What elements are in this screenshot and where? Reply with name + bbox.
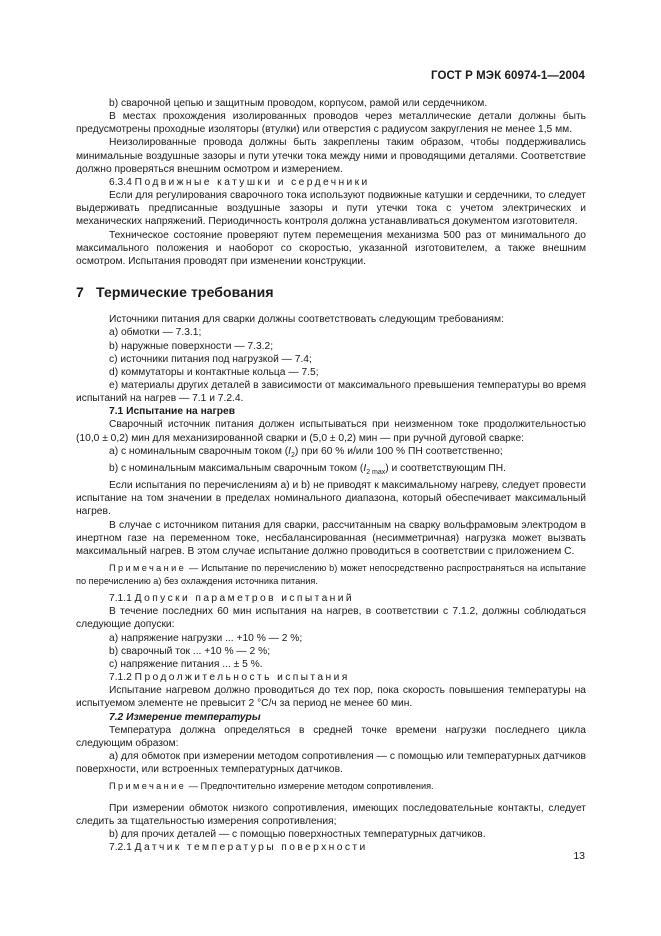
section-heading-7: [76, 286, 586, 299]
list-item: е) материалы других деталей в зависимости от максимального превышения температуры во время испытаний на нагрев — 7.1 и 7.2.4.: [76, 379, 586, 405]
subsection-heading-7-2: 7.2 Измерение температуры: [109, 711, 261, 723]
section-title: Датчик температуры поверхности: [134, 842, 368, 854]
current-symbol: I: [363, 462, 367, 474]
current-subscript: 2 max: [366, 469, 386, 476]
note: [76, 780, 586, 793]
section-number: 6.3.4: [109, 176, 132, 188]
note-label: Примечание: [109, 563, 187, 574]
document-header: ГОСТ Р МЭК 60974-1—2004: [431, 70, 585, 82]
list-item-text: b) с номинальным максимальным сварочным током (: [109, 462, 364, 474]
subsection-heading-7-1: 7.1 Испытание на нагрев: [109, 406, 236, 418]
subsection-heading-7-1-1: [76, 592, 586, 605]
section-number: 7.1.1: [109, 593, 132, 605]
list-item: а) напряжение нагрузки ... +10 % — 2 %;: [109, 632, 303, 644]
section-number: 7: [76, 284, 84, 301]
current-symbol: I: [288, 445, 292, 457]
page-number: 13: [573, 850, 585, 862]
subsection-heading-6-3-4: [76, 176, 586, 189]
paragraph: Если для регулирования сварочного тока используют подвижные катушки и сердечники, то следует выдерживать предписанные воздушные зазоры и пути утечки тока с учетом электрических и механических напряжений. Периодичность контроля должна устанавливаться документом изготовителя.: [76, 190, 586, 228]
list-item: b) наружные поверхности — 7.3.2;: [109, 340, 274, 352]
list-item: с) напряжение питания ... ± 5 %.: [109, 658, 263, 670]
paragraph: При измерении обмоток низкого сопротивления, имеющих последовательные контакты, следует следить за тщательностью измерения сопротивления;: [76, 802, 586, 827]
paragraph: В течение последних 60 мин испытания на нагрев, в соответствии с 7.1.2, должны соблюдаться следующие допуски:: [76, 606, 586, 631]
paragraph: В случае с источником питания для сварки, рассчитанным на сварку вольфрамовым электродом в инертном газе на переменном токе, несбалансированная (несимметричная) нагрузка может вызвать максимальный нагрев. В этом случае испытание должно проводиться в соответствии с приложением С.: [76, 519, 586, 557]
paragraph: Техническое состояние проверяют путем перемещения механизма 500 раз от минимального до максимального положения и наоборот со скоростью, указанной изготовителем, а также внешним осмотром. Испытания проводят при изменении конструкции.: [76, 229, 586, 267]
list-item: с) источники питания под нагрузкой — 7.4;: [109, 353, 312, 365]
list-item: [76, 462, 586, 479]
section-number: 7.2.1: [109, 842, 132, 854]
note-text: — Испытание по перечислению b) может непосредственно распространяться на испытание по перечислению а) без охлаждения источника питания.: [76, 563, 586, 586]
paragraph: Сварочный источник питания должен испытываться при неизменном токе продолжительностью (10,0 ± 0,2) мин для механизированной сварки и (5,0 ± 0,2) мин — при ручной дуговой сварке:: [76, 419, 586, 444]
list-item: а) для обмоток при измерении методом сопротивления — с помощью или температурных датчиков поверхности, или встроенных температурных датчиков.: [76, 750, 586, 776]
subsection-heading-7-1-2: [76, 671, 586, 684]
note-text: — Предпочтительно измерение методом сопротивления.: [186, 781, 434, 792]
document-body: [76, 97, 586, 854]
section-title: Допуски параметров испытаний: [134, 593, 354, 605]
section-title: Подвижные катушки и сердечники: [134, 176, 370, 188]
list-item: b) для прочих деталей — с помощью поверхностных температурных датчиков.: [109, 829, 486, 841]
list-item-text: ) и соответствующим ПН.: [385, 462, 507, 474]
list-item: [76, 445, 586, 462]
list-item: b) сварочный ток ... +10 % — 2 %;: [109, 645, 271, 657]
current-subscript: 2: [291, 451, 295, 459]
paragraph: Неизолированные провода должны быть закреплены таким образом, чтобы поддерживались минимальные воздушные зазоры и пути утечки тока между ними и проводящими деталями. Соответствие должно проверяться внешним осмотром и измерением.: [76, 137, 586, 175]
list-item: d) коммутаторы и контактные кольца — 7.5;: [109, 366, 319, 378]
section-title: Термические требования: [96, 284, 274, 301]
section-number: 7.1.2: [109, 672, 132, 684]
paragraph: Если испытания по перечислениям а) и b) не приводят к максимальному нагреву, следует провести испытание на том значении в пределах номинального диапазона, который обеспечивает максимальный нагрев.: [76, 480, 586, 518]
paragraph: Испытание нагревом должно проводиться до тех пор, пока скорость повышения температуры на испытуемом элементе не превысит 2 °С/ч за период не менее 60 мин.: [76, 685, 586, 710]
section-title: Продолжительность испытания: [134, 672, 350, 684]
list-item: а) обмотки — 7.3.1;: [109, 327, 202, 339]
note: [76, 562, 586, 587]
paragraph: b) сварочной цепью и защитным проводом, корпусом, рамой или сердечником.: [109, 98, 488, 109]
paragraph: Температура должна определяться в средней точке времени нагрузки последнего цикла следующим образом:: [76, 724, 586, 749]
note-label: Примечание: [109, 781, 187, 792]
subsection-heading-7-2-1: [76, 841, 586, 854]
list-item-text: а) с номинальным сварочным током (: [109, 445, 289, 457]
paragraph: Источники питания для сварки должны соответствовать следующим требованиям:: [109, 314, 504, 326]
paragraph: В местах прохождения изолированных проводов через металлические детали должны быть предусмотрены проходные изоляторы (втулки) или отверстия с радиусом закругления не менее 1,5 мм.: [76, 111, 586, 136]
list-item-text: ) при 60 % и/или 100 % ПН соответственно;: [294, 445, 503, 457]
